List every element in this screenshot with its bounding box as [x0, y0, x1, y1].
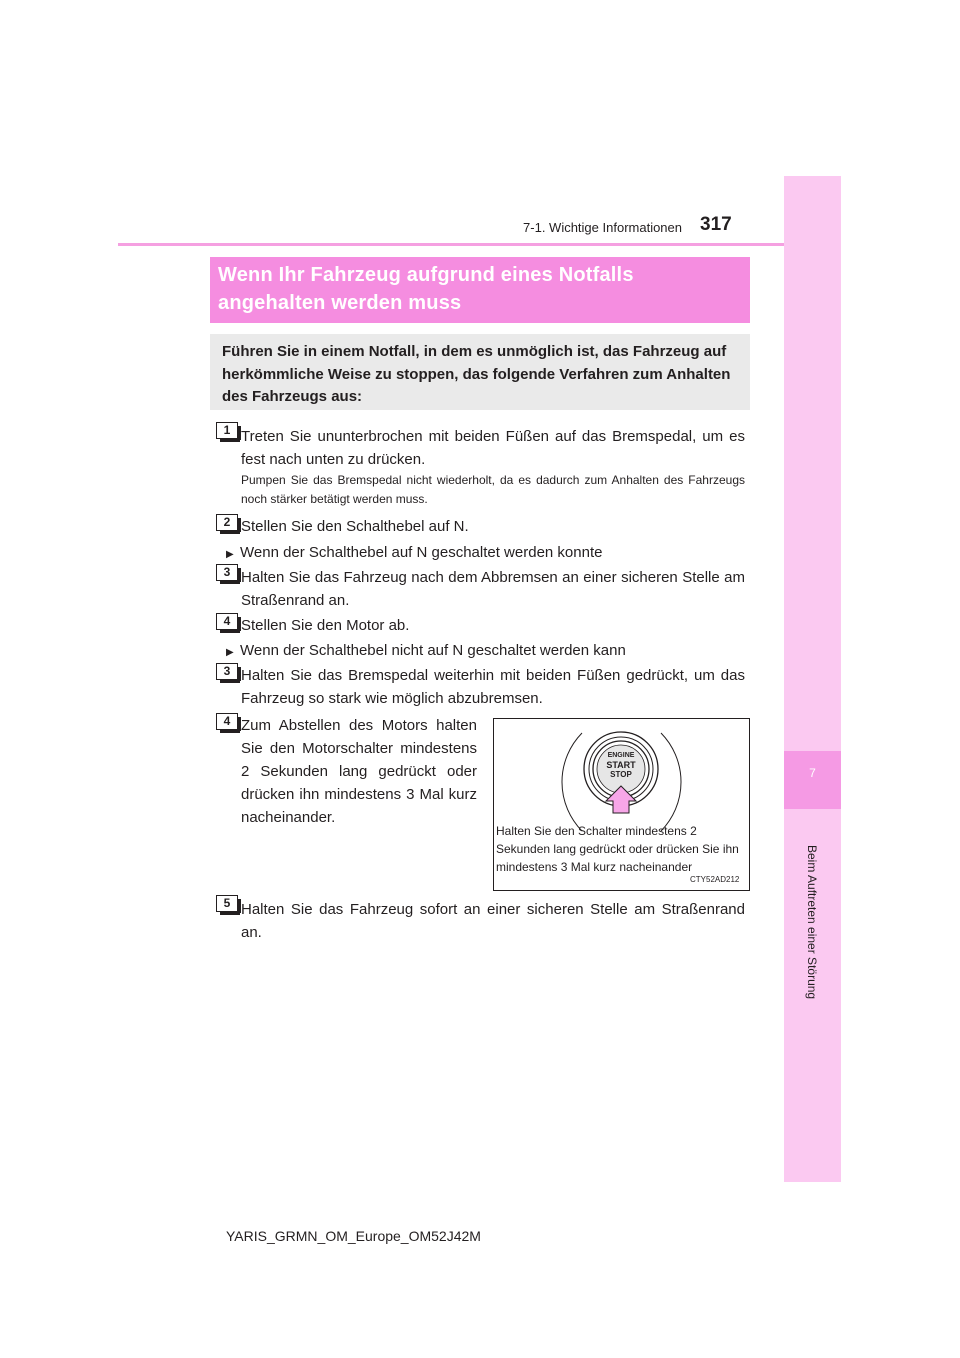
case-b-heading — [226, 639, 730, 664]
chapter-number-box — [784, 751, 841, 809]
chapter-number: 7 — [809, 766, 816, 780]
section-title: 7-1. Wichtige Informationen — [523, 220, 682, 235]
step-number-3a: 3 — [216, 564, 238, 581]
step-3a-text: Halten Sie das Fahrzeug nach dem Abbremsen an einer sicheren Stelle am Straßenrand an. — [241, 569, 745, 609]
triangle-bullet-icon: ▶ — [226, 647, 234, 658]
page-number: 317 — [700, 214, 732, 235]
header-rule — [118, 243, 840, 246]
button-label-stop: STOP — [610, 770, 632, 779]
step-number-2: 2 — [216, 514, 238, 531]
step-3b-text: Halten Sie das Bremspedal weiterhin mit beiden Füßen gedrückt, um das Fahrzeug so stark wie möglich abzubremsen. — [241, 667, 745, 707]
chapter-title: Beim Auftreten einer Störung — [805, 845, 819, 1000]
triangle-bullet-icon: ▶ — [226, 549, 234, 560]
step-4a-text: Stellen Sie den Motor ab. — [241, 617, 410, 634]
case-a-heading — [226, 541, 730, 566]
footer-document-id: YARIS_GRMN_OM_Europe_OM52J42M — [226, 1228, 481, 1244]
step-number-1: 1 — [216, 422, 238, 439]
step-number-4b: 4 — [216, 713, 238, 730]
figure-code: CTY52AD212 — [690, 875, 740, 884]
page-title: Wenn Ihr Fahrzeug aufgrund eines Notfalls angehalten werden muss — [218, 264, 634, 314]
step-number-3b: 3 — [216, 663, 238, 680]
intro-text: Führen Sie in einem Notfall, in dem es unmöglich ist, das Fahrzeug auf herkömmliche Weise zu stoppen, das folgende Verfahren zum Anhalten des Fahrzeugs aus: — [222, 343, 731, 405]
step-number-4a: 4 — [216, 613, 238, 630]
chapter-side-tab — [784, 176, 841, 1182]
case-a-text: Wenn der Schalthebel auf N geschaltet werden konnte — [240, 544, 603, 561]
step-1-note: Pumpen Sie das Bremspedal nicht wiederholt, da es dadurch zum Anhalten des Fahrzeugs noch stärker betätigt werden muss. — [241, 473, 745, 506]
step-5-text: Halten Sie das Fahrzeug sofort an einer sicheren Stelle am Straßenrand an. — [241, 901, 745, 941]
step-4b-text: Zum Abstellen des Motors halten Sie den Motorschalter mindestens 2 Sekunden lang gedrückt oder drücken ihn mindestens 3 Mal kurz nacheinander. — [241, 717, 477, 826]
step-2-text: Stellen Sie den Schalthebel auf N. — [241, 518, 469, 535]
figure-caption: Halten Sie den Schalter mindestens 2 Sekunden lang gedrückt oder drücken Sie ihn mindestens 3 Mal kurz nacheinander — [496, 824, 739, 874]
case-b-text: Wenn der Schalthebel nicht auf N geschaltet werden kann — [240, 642, 626, 659]
step-1-text: Treten Sie ununterbrochen mit beiden Füßen auf das Bremspedal, um es fest nach unten zu drücken. — [241, 428, 745, 468]
step-number-5: 5 — [216, 895, 238, 912]
button-label-engine: ENGINE — [607, 752, 635, 759]
button-label-start: START — [606, 760, 636, 770]
